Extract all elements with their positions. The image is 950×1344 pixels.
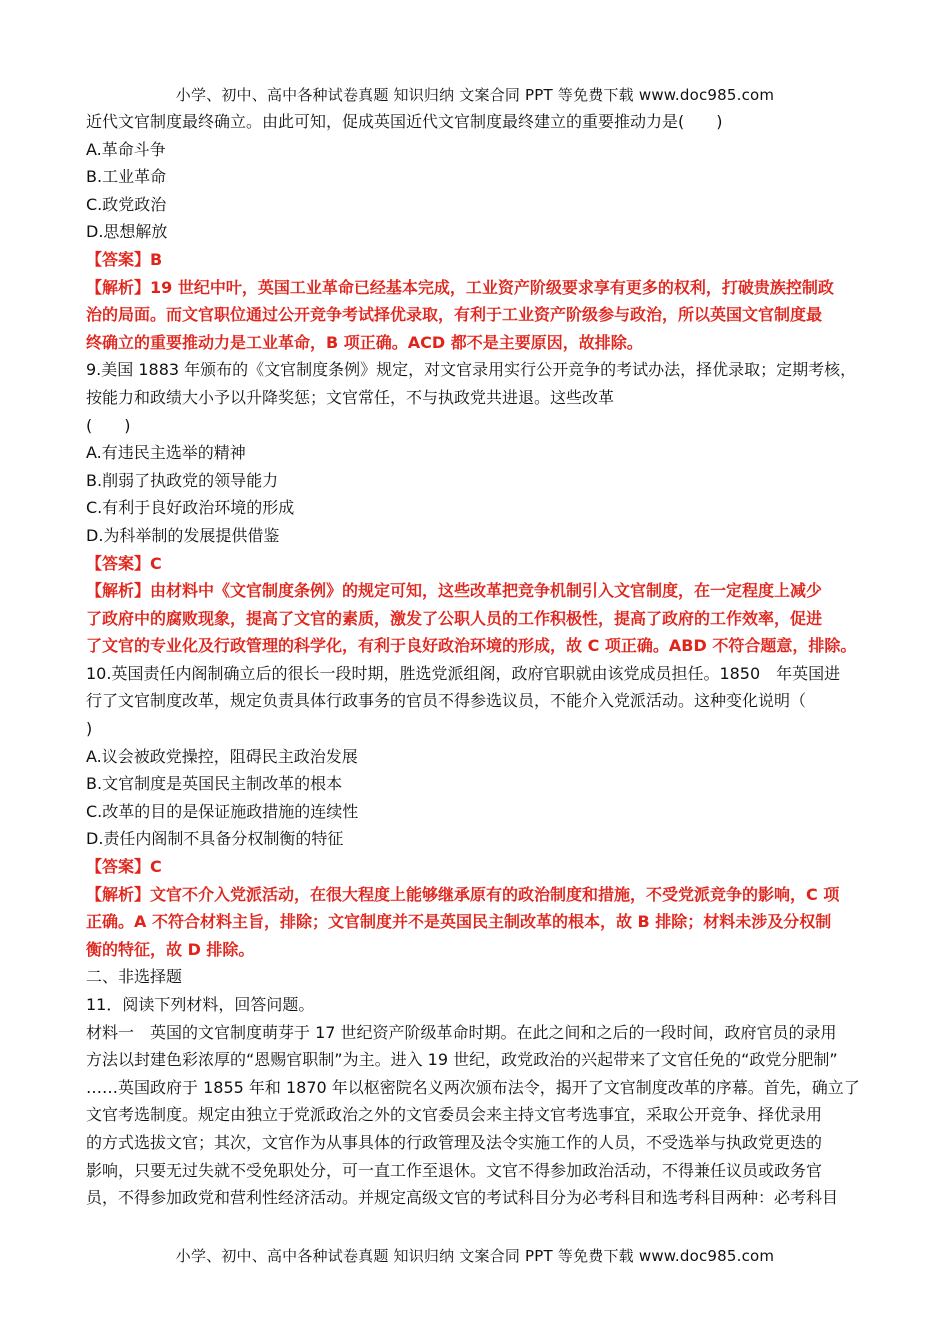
material-line: 文官考选制度。规定由独立于党派政治之外的文官委员会来主持文官考选事宜，采取公开竞争、择优录用 (86, 1105, 823, 1125)
q8-option-c: C.政党政治 (86, 194, 167, 214)
page-header: 小学、初中、高中各种试卷真题 知识归纳 文案合同 PPT 等免费下载 www.doc985.com (175, 86, 775, 104)
q8-option-d: D.思想解放 (86, 222, 168, 242)
q8-option-b: B.工业革命 (86, 167, 167, 187)
section-title: 二、非选择题 (86, 967, 183, 987)
q10-option-d: D.责任内阁制不具备分权制衡的特征 (86, 829, 344, 849)
q9-stem-line: 9.美国 1883 年颁布的《文官制度条例》规定，对文官录用实行公开竞争的考试办法，择优录取；定期考核， (86, 360, 857, 380)
q9-stem-line: 按能力和政绩大小予以升降奖惩；文官常任，不与执政党共进退。这些改革 (86, 387, 615, 407)
material-line: 方法以封建色彩浓厚的“恩赐官职制”为主。进入 19 世纪，政党政治的兴起带来了文官任免的“政党分肥制” (86, 1050, 838, 1070)
material-line: 材料一 英国的文官制度萌芽于 17 世纪资产阶级革命时期。在此之间和之后的一段时间，政府官员的录用 (86, 1022, 837, 1042)
q9-analysis-line: 了政府中的腐败现象，提高了文官的素质，激发了公职人员的工作积极性，提高了政府的工作效率，促进 (86, 608, 823, 628)
q9-option-d: D.为科举制的发展提供借鉴 (86, 525, 280, 545)
q8-stem: 近代文官制度最终确立。由此可知，促成英国近代文官制度最终建立的重要推动力是( ) (86, 112, 723, 131)
material-line: 员，不得参加政党和营利性经济活动。并规定高级文官的考试科目分为必考科目和选考科目两种：必考科目 (86, 1188, 839, 1208)
q10-stem-line: 10.英国责任内阁制确立后的很长一段时期，胜选党派组阁，政府官职就由该党成员担任。1850 年英国进 (86, 663, 841, 683)
document-body (86, 108, 866, 1212)
q10-stem-line: 行了文官制度改革，规定负责具体行政事务的官员不得参选议员，不能介入党派活动。这种变化说明（ (86, 691, 807, 711)
q10-analysis-line: 衡的特征，故 D 排除。 (86, 939, 255, 959)
q9-option-a: A.有违民主选举的精神 (86, 443, 246, 463)
q9-stem-line: ( ) (86, 415, 131, 435)
q9-option-c: C.有利于良好政治环境的形成 (86, 498, 295, 518)
q10-option-a: A.议会被政党操控，阻碍民主政治发展 (86, 746, 358, 766)
q11-title: 11．阅读下列材料，回答问题。 (86, 995, 315, 1014)
q8-analysis-line: 【解析】19 世纪中叶，英国工业革命已经基本完成，工业资产阶级要求享有更多的权利，打破贵族控制政 (86, 277, 834, 297)
q10-option-c: C.改革的目的是保证施政措施的连续性 (86, 801, 359, 821)
q8-analysis-line: 终确立的重要推动力是工业革命，B 项正确。ACD 都不是主要原因，故排除。 (86, 332, 643, 352)
q10-answer: 【答案】C (86, 857, 162, 877)
q10-option-b: B.文官制度是英国民主制改革的根本 (86, 774, 343, 794)
q10-analysis-line: 【解析】文官不介入党派活动，在很大程度上能够继承原有的政治制度和措施，不受党派竞争的影响，C 项 (86, 884, 840, 904)
q10-analysis-line: 正确。A 不符合材料主旨，排除；文官制度并不是英国民主制改革的根本，故 B 排除；材料未涉及分权制 (86, 912, 832, 932)
q9-option-b: B.削弱了执政党的领导能力 (86, 470, 279, 490)
q9-analysis-line: 了文官的专业化及行政管理的科学化，有利于良好政治环境的形成，故 C 项正确。ABD 不符合题意，排除。 (86, 636, 857, 656)
material-line: 影响，只要无过失就不受免职处分，可一直工作至退休。文官不得参加政治活动，不得兼任议员或政务官 (86, 1160, 823, 1180)
material-line: ……英国政府于 1855 年和 1870 年以枢密院名义两次颁布法令，揭开了文官制度改革的序幕。首先，确立了 (86, 1077, 860, 1097)
page-footer: 小学、初中、高中各种试卷真题 知识归纳 文案合同 PPT 等免费下载 www.doc985.com (175, 1247, 775, 1265)
q8-analysis-line: 治的局面。而文官职位通过公开竞争考试择优录取，有利于工业资产阶级参与政治，所以英国文官制度最 (86, 305, 823, 325)
q9-answer: 【答案】C (86, 553, 162, 573)
material-line: 的方式选拔文官；其次，文官作为从事具体的行政管理及法令实施工作的人员，不受选举与执政党更迭的 (86, 1132, 823, 1152)
q8-answer: 【答案】B (86, 249, 163, 269)
q8-option-a: A.革命斗争 (86, 139, 166, 159)
q10-stem-line: ) (86, 719, 93, 739)
q9-analysis-line: 【解析】由材料中《文官制度条例》的规定可知，这些改革把竞争机制引入文官制度，在一定程度上减少 (86, 581, 823, 601)
